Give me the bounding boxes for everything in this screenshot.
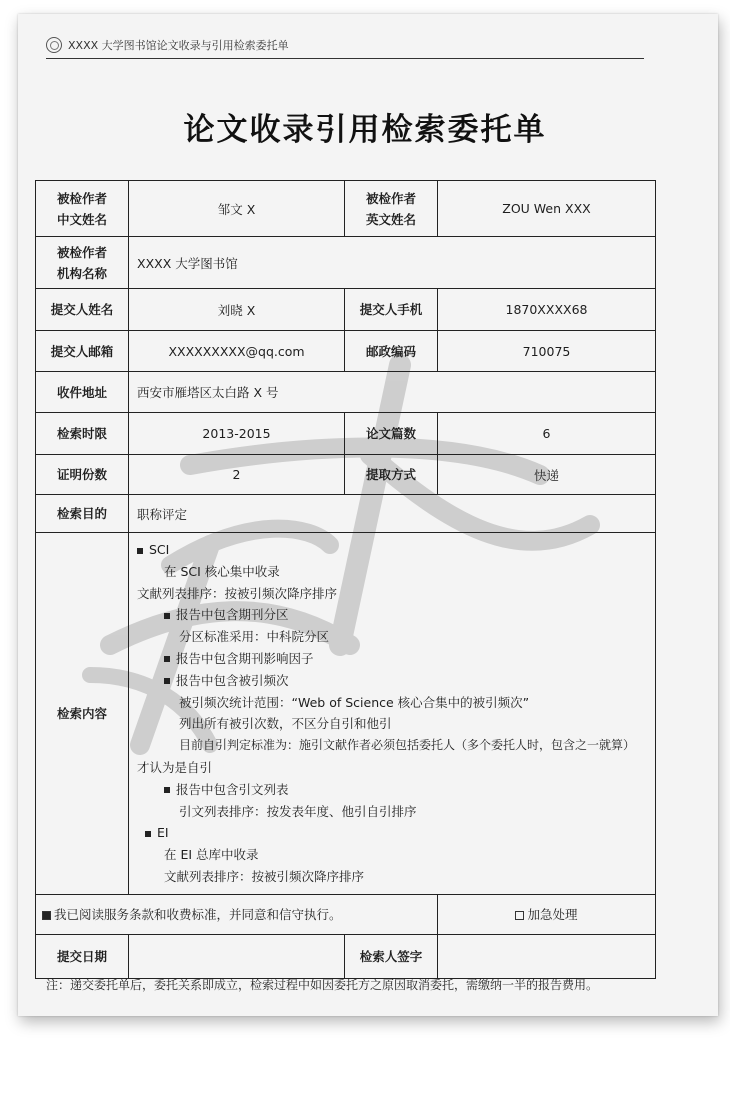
table-row: [36, 289, 656, 331]
period-label: 检索时限: [36, 413, 129, 455]
author-cn-value[interactable]: 邹文 X: [129, 181, 345, 237]
phone-label: 提交人手机: [345, 289, 438, 331]
content-value[interactable]: [129, 533, 656, 895]
content-label: 检索内容: [36, 533, 129, 895]
list-item: 目前自引判定标准为：施引文献作者必须包括委托人（多个委托人时，包含之一就算）: [179, 738, 636, 753]
table-row: [36, 372, 656, 413]
papers-label: 论文篇数: [345, 413, 438, 455]
list-item: 报告中包含引文列表: [137, 779, 647, 801]
email-label: 提交人邮箱: [36, 331, 129, 372]
bullet-icon: [145, 831, 151, 837]
submit-date-label: 提交日期: [36, 934, 129, 978]
table-row: [36, 413, 656, 455]
table-row: [36, 894, 656, 934]
table-row: [36, 495, 656, 533]
commission-form: [35, 180, 656, 979]
submit-date-field[interactable]: [129, 934, 345, 978]
university-seal-icon: [46, 37, 62, 53]
bullet-icon: [137, 548, 143, 554]
zip-value[interactable]: 710075: [438, 331, 656, 372]
document-header: [46, 32, 644, 59]
unchecked-box-icon[interactable]: [515, 911, 524, 920]
page-title: 论文收录引用检索委托单: [183, 112, 547, 148]
org-value[interactable]: XXXX 大学图书馆: [129, 237, 656, 289]
table-row: [36, 237, 656, 289]
list-item: 文献列表排序：按被引频次降序排序: [137, 585, 338, 601]
purpose-label: 检索目的: [36, 495, 129, 533]
table-row: [36, 533, 656, 895]
copies-value[interactable]: 2: [129, 455, 345, 495]
list-item: EI: [137, 822, 647, 844]
address-value[interactable]: 西安市雁塔区太白路 X 号: [129, 372, 656, 413]
zip-label: 邮政编码: [345, 331, 438, 372]
list-item: 列出所有被引次数，不区分自引和他引: [179, 716, 392, 732]
table-row: [36, 455, 656, 495]
list-item: 文献列表排序：按被引频次降序排序: [164, 868, 365, 884]
author-en-label: 被检作者 英文姓名: [345, 181, 438, 237]
address-label: 收件地址: [36, 372, 129, 413]
agree-text: 我已阅读服务条款和收费标准，并同意和信守执行。: [54, 907, 342, 923]
bullet-icon: [164, 787, 170, 793]
list-item: SCI: [137, 539, 647, 561]
author-cn-label: 被检作者 中文姓名: [36, 181, 129, 237]
submitter-value[interactable]: 刘晓 X: [129, 289, 345, 331]
checked-box-icon[interactable]: [42, 911, 51, 920]
list-item: 报告中包含期刊影响因子: [137, 648, 647, 670]
copies-label: 证明份数: [36, 455, 129, 495]
table-row: [36, 181, 656, 237]
email-value[interactable]: XXXXXXXXX@qq.com: [129, 331, 345, 372]
phone-value[interactable]: 1870XXXX68: [438, 289, 656, 331]
papers-value[interactable]: 6: [438, 413, 656, 455]
org-label: 被检作者 机构名称: [36, 237, 129, 289]
list-item: 在 EI 总库中收录: [164, 847, 259, 863]
period-value[interactable]: 2013-2015: [129, 413, 345, 455]
list-item: 才认为是自引: [137, 759, 213, 775]
bullet-icon: [164, 656, 170, 662]
bullet-icon: [164, 678, 170, 684]
urgent-text: 加急处理: [527, 907, 578, 923]
footer-note: 注：递交委托单后，委托关系即成立，检索过程中如因委托方之原因取消委托，需缴纳一半的报告费用。: [46, 978, 599, 992]
purpose-value[interactable]: 职称评定: [129, 495, 656, 533]
pickup-label: 提取方式: [345, 455, 438, 495]
list-item: 被引频次统计范围：“Web of Science 核心合集中的被引频次”: [179, 694, 530, 710]
list-item: 报告中包含期刊分区: [137, 604, 647, 626]
table-row: [36, 331, 656, 372]
signature-field[interactable]: [438, 934, 656, 978]
bullet-icon: [164, 613, 170, 619]
list-item: 分区标准采用：中科院分区: [179, 629, 330, 645]
list-item: 报告中包含被引频次: [137, 670, 647, 692]
table-row: [36, 934, 656, 978]
submitter-label: 提交人姓名: [36, 289, 129, 331]
urgent-checkbox-cell[interactable]: [438, 894, 656, 934]
header-text: XXXX 大学图书馆论文收录与引用检索委托单: [68, 39, 289, 52]
list-item: 引文列表排序：按发表年度、他引自引排序: [179, 803, 417, 819]
signature-label: 检索人签字: [345, 934, 438, 978]
pickup-value[interactable]: 快递: [438, 455, 656, 495]
list-item: 在 SCI 核心集中收录: [164, 563, 280, 579]
author-en-value[interactable]: ZOU Wen XXX: [438, 181, 656, 237]
agree-checkbox-cell[interactable]: [36, 894, 438, 934]
